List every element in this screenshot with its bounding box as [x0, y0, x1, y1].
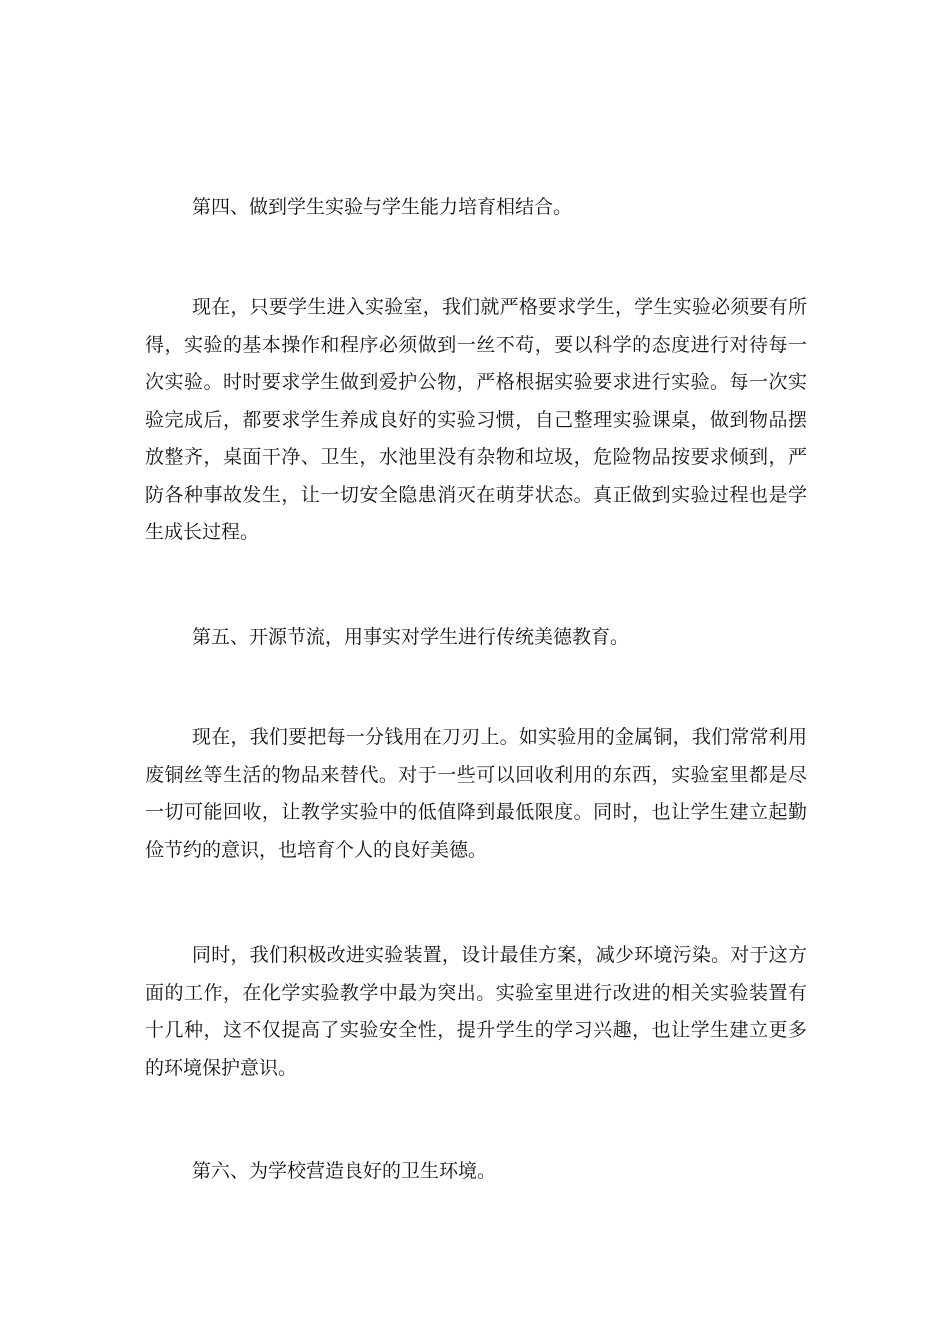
section-4-paragraph: 现在，只要学生进入实验室，我们就严格要求学生，学生实验必须要有所得，实验的基本操作和程序必须做到一丝不苟，要以科学的态度进行对待每一次实验。时时要求学生做到爱护公物，严格根据实验要求进行实验。每一次实验完成后，都要求学生养成良好的实验习惯，自己整理实验课桌，做到物品摆放整齐，桌面干净、卫生，水池里没有杂物和垃圾，危险物品按要求倾到，严防各种事故发生，让一切安全隐患消灭在萌芽状态。真正做到实验过程也是学生成长过程。 [145, 296, 807, 543]
section-heading-5: 第五、开源节流，用事实对学生进行传统美德教育。 [192, 626, 630, 648]
section-5-paragraph-1: 现在，我们要把每一分钱用在刀刃上。如实验用的金属铜，我们常常利用废铜丝等生活的物品来替代。对于一些可以回收利用的东西，实验室里都是尽一切可能回收，让教学实验中的低值降到最低限度。同时，也让学生建立起勤俭节约的意识，也培育个人的良好美德。 [145, 726, 807, 861]
section-5-paragraph-2: 同时，我们积极改进实验装置，设计最佳方案，减少环境污染。对于这方面的工作，在化学实验教学中最为突出。实验室里进行改进的相关实验装置有十几种，这不仅提高了实验安全性，提升学生的学习兴趣，也让学生建立更多的环境保护意识。 [145, 944, 807, 1079]
section-heading-6: 第六、为学校营造良好的卫生环境。 [192, 1160, 497, 1182]
section-heading-4: 第四、做到学生实验与学生能力培育相结合。 [192, 196, 573, 218]
